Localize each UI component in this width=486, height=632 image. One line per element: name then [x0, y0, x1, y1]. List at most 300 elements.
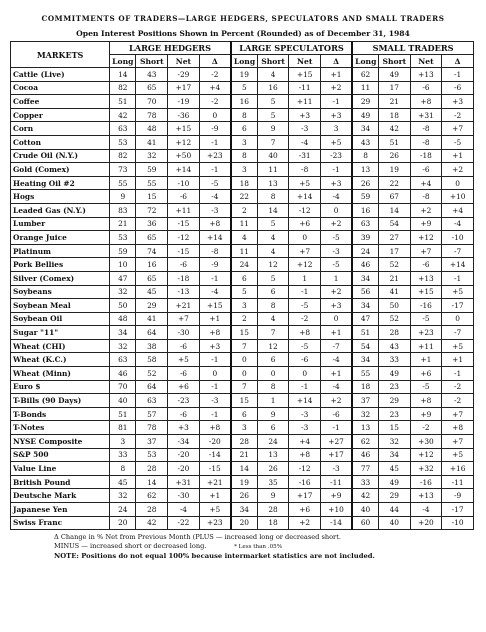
table-cell: +14 [442, 258, 474, 272]
table-cell: 26 [257, 462, 289, 476]
footnote-less-than: * Less than .05% [234, 544, 283, 551]
table-cell: 47 [352, 312, 378, 326]
table-cell: -5 [321, 258, 353, 272]
table-cell: +15 [289, 68, 321, 82]
table-cell: 11 [257, 163, 289, 177]
table-cell: 57 [136, 407, 168, 421]
table-cell: 53 [110, 135, 136, 149]
table-cell: -30 [168, 326, 200, 340]
market-name: Gold (Comex) [11, 163, 110, 177]
table-cell: 12 [257, 258, 289, 272]
table-cell: +3 [321, 108, 353, 122]
table-cell: +7 [442, 122, 474, 136]
table-cell: 45 [379, 462, 411, 476]
table-row [11, 203, 474, 217]
table-row [11, 435, 474, 449]
table-cell: 59 [110, 244, 136, 258]
col-header: Δ [199, 55, 231, 68]
table-cell: 45 [136, 285, 168, 299]
col-header: Short [136, 55, 168, 68]
table-cell: +23 [410, 326, 442, 340]
table-cell: 28 [379, 326, 411, 340]
table-cell: -23 [321, 149, 353, 163]
table-cell: 8 [110, 462, 136, 476]
table-cell: 23 [379, 380, 411, 394]
table-cell: 8 [231, 108, 257, 122]
table-row [11, 339, 474, 353]
market-name: Corn [11, 122, 110, 136]
table-cell: 14 [231, 462, 257, 476]
table-cell: +3 [199, 339, 231, 353]
table-cell: +23 [199, 149, 231, 163]
table-row [11, 503, 474, 517]
table-cell: +14 [289, 394, 321, 408]
table-cell: 46 [352, 258, 378, 272]
table-cell: 0 [321, 312, 353, 326]
table-cell: +5 [442, 285, 474, 299]
table-cell: 4 [257, 231, 289, 245]
table-cell: 51 [110, 407, 136, 421]
table-cell: -15 [168, 244, 200, 258]
table-cell: -1 [199, 407, 231, 421]
table-cell: 72 [136, 203, 168, 217]
table-cell: -36 [168, 108, 200, 122]
table-cell: +5 [199, 503, 231, 517]
table-cell: -19 [168, 95, 200, 109]
market-name: T-Notes [11, 421, 110, 435]
table-cell: 13 [257, 176, 289, 190]
table-cell: +1 [321, 68, 353, 82]
footnote-note: NOTE: Positions do not equal 100% because intermarket statistics are not included. [54, 552, 375, 561]
table-cell: +8 [289, 448, 321, 462]
table-cell: 59 [136, 163, 168, 177]
table-row [11, 68, 474, 82]
table-cell: +7 [442, 435, 474, 449]
table-cell: 3 [231, 163, 257, 177]
table-cell: -1 [442, 68, 474, 82]
table-cell: 41 [379, 285, 411, 299]
table-cell: +5 [321, 135, 353, 149]
table-cell: 13 [352, 163, 378, 177]
table-cell: 15 [231, 394, 257, 408]
table-cell: -11 [442, 475, 474, 489]
table-cell: +2 [321, 394, 353, 408]
table-cell: 26 [379, 149, 411, 163]
market-name: Value Line [11, 462, 110, 476]
table-cell: -14 [199, 448, 231, 462]
table-cell: 23 [379, 407, 411, 421]
table-cell: 3 [231, 135, 257, 149]
table-cell: -5 [442, 135, 474, 149]
table-cell: +27 [321, 435, 353, 449]
table-cell: +1 [321, 367, 353, 381]
table-row [11, 475, 474, 489]
table-row [11, 448, 474, 462]
table-cell: -2 [442, 394, 474, 408]
table-cell: -2 [410, 421, 442, 435]
table-cell: -18 [168, 271, 200, 285]
table-cell: -1 [199, 380, 231, 394]
table-cell: 37 [352, 394, 378, 408]
market-name: Coffee [11, 95, 110, 109]
table-cell: 55 [352, 367, 378, 381]
table-cell: +16 [442, 462, 474, 476]
table-cell: 22 [379, 176, 411, 190]
table-cell: +32 [410, 462, 442, 476]
table-cell: 8 [257, 190, 289, 204]
table-cell: -20 [199, 435, 231, 449]
table-cell: -34 [168, 435, 200, 449]
table-cell: +21 [168, 299, 200, 313]
table-cell: 64 [136, 380, 168, 394]
table-cell: 54 [379, 217, 411, 231]
table-row [11, 163, 474, 177]
table-cell: 14 [257, 203, 289, 217]
table-cell: 1 [257, 394, 289, 408]
table-cell: -4 [321, 190, 353, 204]
table-cell: 33 [352, 475, 378, 489]
table-cell: -1 [199, 135, 231, 149]
table-cell: 48 [136, 122, 168, 136]
table-cell: -8 [289, 163, 321, 177]
table-cell: 62 [352, 68, 378, 82]
table-cell: 0 [442, 312, 474, 326]
table-cell: 53 [110, 231, 136, 245]
table-cell: 63 [110, 122, 136, 136]
market-name: British Pound [11, 475, 110, 489]
table-cell: -18 [410, 149, 442, 163]
table-cell: 3 [321, 122, 353, 136]
table-cell: -6 [168, 339, 200, 353]
table-cell: -1 [321, 421, 353, 435]
table-row [11, 367, 474, 381]
table-cell: +2 [321, 81, 353, 95]
table-cell: -22 [168, 516, 200, 530]
market-name: Heating Oil #2 [11, 176, 110, 190]
market-name: Orange Juice [11, 231, 110, 245]
table-cell: 16 [231, 95, 257, 109]
table-cell: 28 [231, 435, 257, 449]
table-cell: 0 [231, 367, 257, 381]
table-cell: 11 [231, 244, 257, 258]
table-cell: 16 [257, 81, 289, 95]
table-cell: +13 [410, 271, 442, 285]
market-name: NYSE Composite [11, 435, 110, 449]
market-name: Cotton [11, 135, 110, 149]
table-cell: +15 [168, 122, 200, 136]
table-cell: +7 [410, 244, 442, 258]
table-cell: 42 [379, 122, 411, 136]
table-cell: 42 [110, 108, 136, 122]
table-cell: 34 [379, 448, 411, 462]
table-cell: -3 [321, 244, 353, 258]
table-cell: +3 [321, 176, 353, 190]
table-cell: 14 [136, 475, 168, 489]
table-cell: 0 [231, 353, 257, 367]
table-cell: 7 [231, 380, 257, 394]
table-cell: -1 [321, 163, 353, 177]
market-name: T-Bonds [11, 407, 110, 421]
market-name: Wheat (CHI) [11, 339, 110, 353]
table-cell: +11 [289, 95, 321, 109]
table-cell: +4 [410, 176, 442, 190]
table-cell: 0 [442, 176, 474, 190]
table-cell: -6 [168, 258, 200, 272]
table-cell: 9 [257, 407, 289, 421]
table-row [11, 489, 474, 503]
table-cell: 4 [257, 312, 289, 326]
market-name: Crude Oil (N.Y.) [11, 149, 110, 163]
table-cell: -1 [289, 380, 321, 394]
table-cell: 34 [231, 503, 257, 517]
table-cell: 6 [257, 353, 289, 367]
table-cell: 2 [231, 312, 257, 326]
table-cell: 34 [110, 326, 136, 340]
table-cell: 19 [231, 68, 257, 82]
table-cell: 65 [136, 81, 168, 95]
table-cell: +4 [442, 203, 474, 217]
table-cell: 64 [136, 326, 168, 340]
table-cell: 8 [352, 149, 378, 163]
table-cell: -31 [289, 149, 321, 163]
table-cell: -15 [199, 462, 231, 476]
table-cell: +2 [321, 285, 353, 299]
table-body [11, 68, 474, 530]
table-cell: +5 [442, 339, 474, 353]
table-cell: 49 [352, 108, 378, 122]
table-cell: +8 [199, 421, 231, 435]
table-cell: 1 [321, 271, 353, 285]
table-cell: 24 [110, 503, 136, 517]
table-cell: -1 [442, 271, 474, 285]
table-cell: 6 [257, 421, 289, 435]
table-cell: 4 [231, 231, 257, 245]
table-cell: 50 [379, 299, 411, 313]
table-cell: 28 [136, 462, 168, 476]
market-name: Pork Bellies [11, 258, 110, 272]
table-row [11, 258, 474, 272]
table-cell: -1 [442, 367, 474, 381]
table-cell: 46 [110, 367, 136, 381]
table-cell: 41 [136, 312, 168, 326]
table-cell: 3 [231, 421, 257, 435]
table-cell: -6 [442, 81, 474, 95]
table-cell: 46 [352, 448, 378, 462]
table-cell: 29 [352, 95, 378, 109]
table-cell: 15 [231, 326, 257, 340]
table-row [11, 81, 474, 95]
table-cell: 9 [257, 122, 289, 136]
table-cell: -10 [442, 231, 474, 245]
table-cell: +2 [410, 203, 442, 217]
table-cell: 58 [136, 353, 168, 367]
table-cell: 52 [379, 258, 411, 272]
table-row [11, 108, 474, 122]
table-row [11, 394, 474, 408]
table-cell: +3 [168, 421, 200, 435]
table-cell: 26 [352, 176, 378, 190]
table-cell: -12 [168, 231, 200, 245]
table-cell: +5 [168, 353, 200, 367]
table-cell: +8 [410, 394, 442, 408]
table-cell: +4 [289, 435, 321, 449]
table-cell: 37 [136, 435, 168, 449]
table-cell: 5 [257, 217, 289, 231]
table-cell: +6 [410, 367, 442, 381]
table-cell: +9 [321, 489, 353, 503]
table-cell: 20 [110, 516, 136, 530]
col-header: Net [289, 55, 321, 68]
table-cell: 59 [352, 190, 378, 204]
table-cell: -3 [321, 462, 353, 476]
table-cell: 8 [257, 380, 289, 394]
report-title: COMMITMENTS OF TRADERS—LARGE HEDGERS, SPECULATORS AND SMALL TRADERS [41, 14, 445, 23]
table-cell: -9 [199, 122, 231, 136]
table-cell: -4 [321, 380, 353, 394]
table-cell: +14 [168, 163, 200, 177]
table-cell: -7 [321, 339, 353, 353]
table-cell: +10 [442, 190, 474, 204]
table-cell: +1 [199, 489, 231, 503]
table-cell: +1 [442, 353, 474, 367]
table-cell: -4 [289, 135, 321, 149]
table-row [11, 407, 474, 421]
col-header: Short [257, 55, 289, 68]
table-cell: -20 [168, 462, 200, 476]
table-cell: +5 [289, 176, 321, 190]
table-cell: -16 [410, 475, 442, 489]
table-row [11, 271, 474, 285]
table-cell: 18 [231, 176, 257, 190]
table-cell: 43 [379, 339, 411, 353]
table-cell: 32 [110, 489, 136, 503]
table-cell: 82 [110, 81, 136, 95]
table-cell: -6 [410, 258, 442, 272]
table-cell: -7 [442, 326, 474, 340]
table-cell: -5 [321, 231, 353, 245]
table-row [11, 95, 474, 109]
table-cell: -20 [168, 448, 200, 462]
table-cell: 21 [379, 95, 411, 109]
table-cell: 15 [379, 421, 411, 435]
table-cell: +8 [199, 217, 231, 231]
table-cell: 63 [110, 353, 136, 367]
table-cell: -7 [442, 244, 474, 258]
table-cell: 29 [379, 394, 411, 408]
table-cell: +7 [442, 407, 474, 421]
market-name: Euro $ [11, 380, 110, 394]
table-cell: 19 [379, 163, 411, 177]
table-row [11, 353, 474, 367]
table-cell: +6 [289, 503, 321, 517]
table-cell: +20 [410, 516, 442, 530]
table-cell: +12 [410, 231, 442, 245]
table-cell: 18 [379, 108, 411, 122]
table-cell: +13 [410, 68, 442, 82]
table-cell: -3 [289, 407, 321, 421]
market-name: Sugar "11" [11, 326, 110, 340]
table-cell: 50 [110, 299, 136, 313]
table-cell: 51 [110, 95, 136, 109]
table-cell: 17 [379, 81, 411, 95]
table-cell: 67 [379, 190, 411, 204]
table-cell: -15 [168, 217, 200, 231]
footnote-minus-text: MINUS — increased short or decreased long. [54, 542, 207, 551]
col-header: Long [110, 55, 136, 68]
table-cell: +3 [321, 299, 353, 313]
table-cell: 6 [231, 122, 257, 136]
table-cell: +8 [199, 326, 231, 340]
table-cell: +12 [289, 258, 321, 272]
table-cell: 40 [110, 394, 136, 408]
table-cell: 32 [110, 285, 136, 299]
market-name: T-Bills (90 Days) [11, 394, 110, 408]
table-cell: +11 [410, 339, 442, 353]
table-cell: -6 [410, 81, 442, 95]
table-cell: 52 [379, 312, 411, 326]
table-cell: +7 [289, 244, 321, 258]
table-cell: -8 [410, 190, 442, 204]
table-cell: +12 [168, 135, 200, 149]
table-cell: 0 [199, 367, 231, 381]
table-cell: -4 [199, 285, 231, 299]
table-cell: -5 [289, 339, 321, 353]
table-cell: -2 [199, 68, 231, 82]
table-cell: 5 [257, 108, 289, 122]
table-cell: 29 [379, 489, 411, 503]
table-cell: +50 [168, 149, 200, 163]
table-cell: 9 [110, 190, 136, 204]
table-cell: -4 [199, 190, 231, 204]
table-cell: +6 [168, 380, 200, 394]
table-cell: 65 [136, 231, 168, 245]
table-cell: -13 [168, 285, 200, 299]
table-cell: +17 [289, 489, 321, 503]
table-row [11, 217, 474, 231]
table-cell: 49 [379, 475, 411, 489]
table-cell: -8 [199, 244, 231, 258]
group-header-small-traders: SMALL TRADERS [352, 42, 473, 55]
table-cell: 60 [352, 516, 378, 530]
col-header: Net [410, 55, 442, 68]
table-cell: -5 [410, 380, 442, 394]
table-cell: -29 [168, 68, 200, 82]
table-cell: -3 [289, 122, 321, 136]
table-row [11, 231, 474, 245]
table-cell: +1 [442, 149, 474, 163]
table-cell: +17 [321, 448, 353, 462]
table-cell: 78 [136, 108, 168, 122]
market-name: Soybean Oil [11, 312, 110, 326]
table-cell: +9 [410, 217, 442, 231]
table-cell: 34 [352, 299, 378, 313]
table-cell: -6 [168, 367, 200, 381]
table-cell: +12 [410, 448, 442, 462]
table-cell: -23 [168, 394, 200, 408]
table-cell: 21 [110, 217, 136, 231]
table-cell: +14 [199, 231, 231, 245]
table-cell: 39 [352, 231, 378, 245]
table-cell: -1 [321, 95, 353, 109]
table-cell: +30 [410, 435, 442, 449]
table-cell: -6 [168, 407, 200, 421]
group-header-large-speculators: LARGE SPECULATORS [231, 42, 352, 55]
table-cell: -2 [289, 312, 321, 326]
table-cell: 24 [352, 244, 378, 258]
table-cell: 8 [231, 149, 257, 163]
table-cell: -17 [442, 503, 474, 517]
table-cell: 34 [352, 122, 378, 136]
